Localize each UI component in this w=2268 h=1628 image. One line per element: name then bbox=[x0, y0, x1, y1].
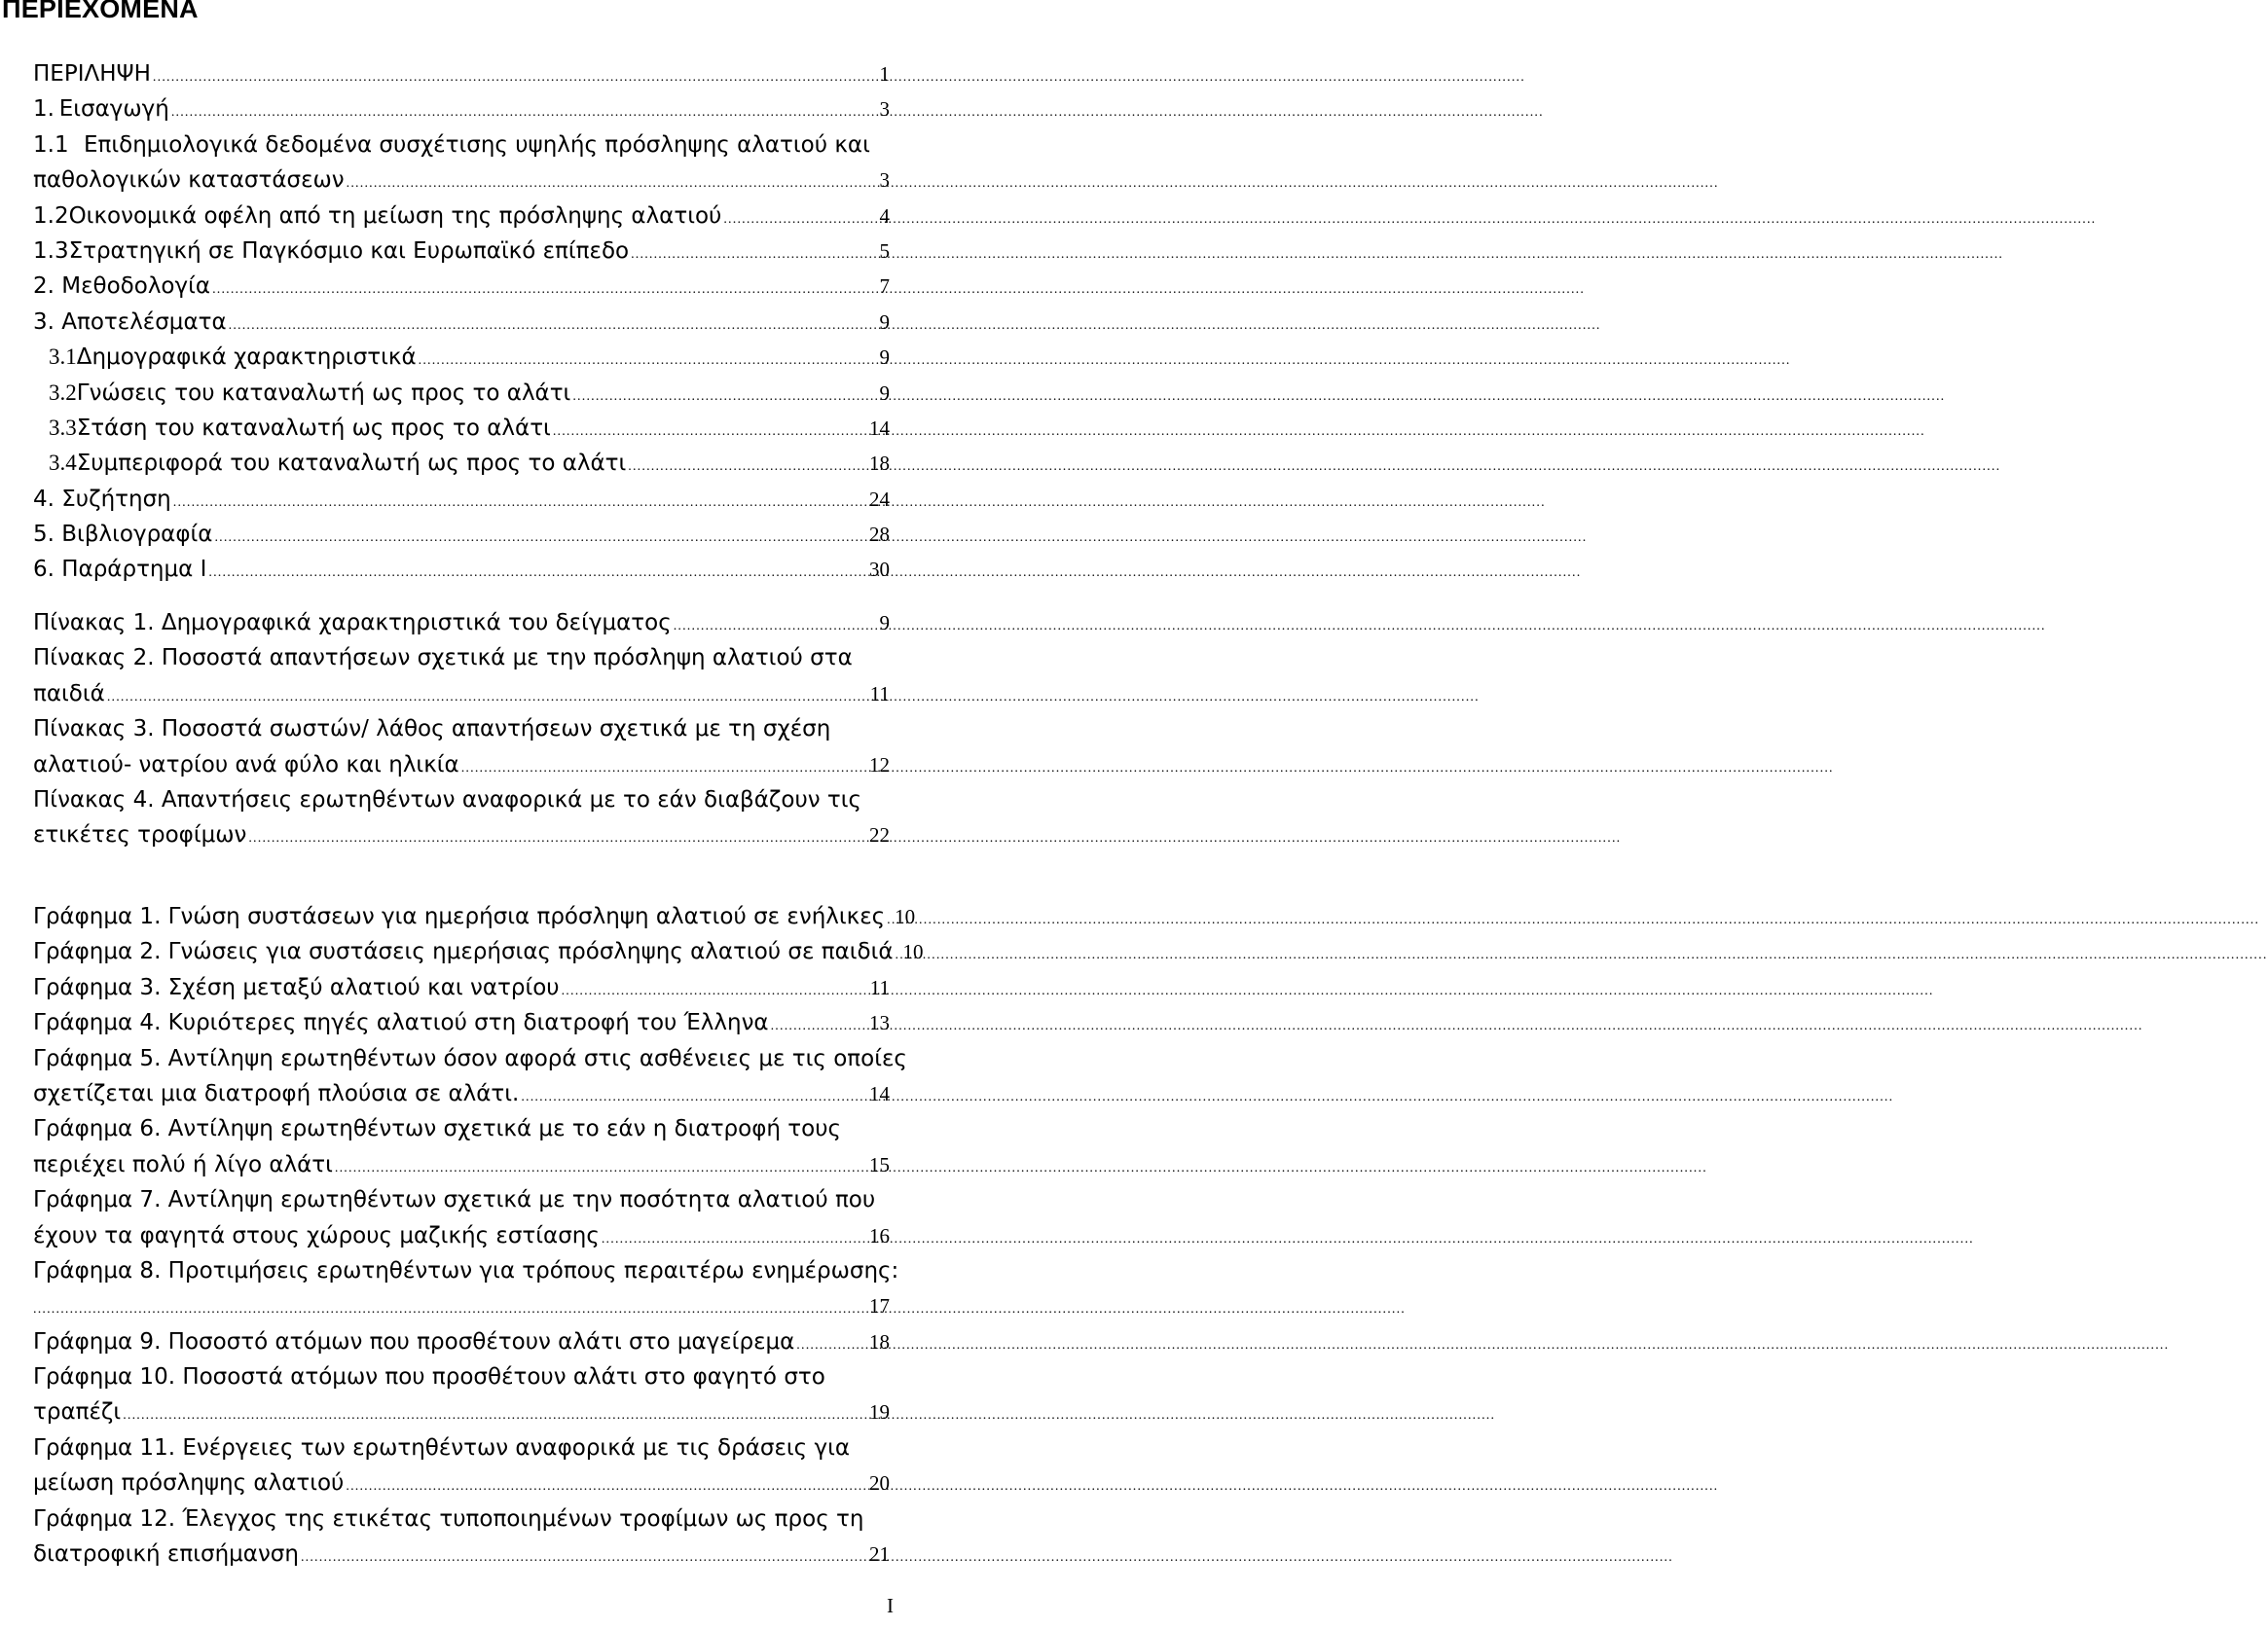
toc-entry-page: 18 bbox=[869, 452, 890, 476]
figure-entry-title: τραπέζι bbox=[33, 1399, 122, 1426]
toc-entry-number: 1.3 bbox=[33, 237, 69, 264]
toc-entry[interactable] bbox=[33, 482, 890, 517]
figure-entry-title: μείωση πρόσληψης αλατιού bbox=[33, 1470, 345, 1497]
dot-leader bbox=[229, 308, 876, 344]
dot-leader bbox=[631, 237, 875, 272]
toc-entry-title: παθολογικών καταστάσεων bbox=[33, 167, 345, 194]
figure-entry-page: 16 bbox=[869, 1223, 890, 1248]
dot-leader bbox=[214, 521, 865, 556]
figure-entry-wrapped-line[interactable] bbox=[33, 1359, 890, 1394]
page-title: ΠΕΡΙΕΧΟΜΕΝΑ bbox=[2, 0, 199, 23]
dot-leader bbox=[602, 1222, 865, 1257]
dot-leader bbox=[553, 415, 865, 450]
figure-entry-page: 15 bbox=[869, 1152, 890, 1176]
table-entry-wrapped-line[interactable] bbox=[33, 782, 890, 817]
figure-entry-title: Γράφημα 10. Ποσοστά ατόμων που προσθέτουν αλάτι στο φαγητό στο bbox=[33, 1364, 825, 1391]
figure-entry-title: Γράφημα 6. Αντίληψη ερωτηθέντων σχετικά με το εάν η διατροφή τους bbox=[33, 1116, 841, 1142]
table-entry-title: Πίνακας 3. Ποσοστά σωστών/ λάθος απαντήσεων σχετικά με τη σχέση bbox=[33, 716, 831, 742]
dot-leader bbox=[347, 166, 876, 201]
list-of-tables bbox=[33, 605, 890, 853]
toc-entry[interactable] bbox=[33, 199, 890, 234]
table-entry[interactable] bbox=[33, 817, 890, 852]
figure-entry-page: 10 bbox=[902, 940, 924, 964]
figure-entry-title: περιέχει πολύ ή λίγο αλάτι bbox=[33, 1151, 333, 1177]
toc-entry[interactable] bbox=[33, 376, 890, 411]
dot-leader bbox=[674, 609, 876, 644]
toc-entry-page: 9 bbox=[879, 345, 890, 370]
toc-entry-number: 1.2 bbox=[33, 202, 69, 229]
toc-entry-title: Εισαγωγή bbox=[58, 96, 169, 123]
figure-entry[interactable] bbox=[33, 1218, 890, 1253]
dot-leader bbox=[33, 1292, 865, 1327]
figure-entry-page: 14 bbox=[869, 1081, 890, 1105]
dot-leader bbox=[896, 938, 899, 973]
toc-entry-page: 4 bbox=[879, 203, 890, 228]
table-entry-wrapped-line[interactable] bbox=[33, 711, 890, 746]
figure-entry-page: 10 bbox=[895, 905, 916, 928]
dot-leader bbox=[248, 821, 865, 856]
dot-leader bbox=[123, 1398, 865, 1433]
toc-entry-page: 30 bbox=[869, 558, 890, 582]
toc-entry-number: 3.4 bbox=[49, 451, 77, 476]
figure-entry-title: Γράφημα 1. Γνώση συστάσεων για ημερήσια πρόσληψη αλατιού σε ενήλικες bbox=[33, 904, 886, 929]
toc-entry[interactable] bbox=[33, 517, 890, 552]
toc-entry-title: 2. Μεθοδολογία bbox=[33, 273, 211, 300]
dot-leader bbox=[562, 974, 866, 1009]
table-entry[interactable] bbox=[33, 747, 890, 782]
figure-entry-page: 20 bbox=[869, 1471, 890, 1496]
toc-entry[interactable] bbox=[33, 411, 890, 446]
toc-entry-title: Δημογραφικά χαρακτηριστικά bbox=[76, 344, 417, 371]
dot-leader bbox=[572, 380, 875, 415]
toc-entry[interactable] bbox=[33, 56, 890, 91]
table-entry-page: 9 bbox=[879, 611, 890, 634]
table-entry[interactable] bbox=[33, 605, 890, 640]
toc-entry[interactable] bbox=[33, 552, 890, 587]
figure-entry-wrapped-line[interactable] bbox=[33, 1111, 890, 1146]
figure-entry-page: 19 bbox=[869, 1400, 890, 1425]
figure-entry[interactable] bbox=[33, 1465, 890, 1501]
figure-entry[interactable] bbox=[33, 1005, 890, 1040]
figure-entry-title: Γράφημα 2. Γνώσεις για συστάσεις ημερήσιας πρόσληψης αλατιού σε παιδιά bbox=[33, 939, 894, 965]
table-entry-title: ετικέτες τροφίμων bbox=[33, 822, 247, 849]
figure-entry-wrapped-line[interactable] bbox=[33, 1041, 907, 1076]
toc-entry-title: Στάση του καταναλωτή ως προς το αλάτι bbox=[76, 415, 551, 441]
figure-entry[interactable] bbox=[33, 899, 916, 934]
toc-entry-title: ΠΕΡΙΛΗΨΗ bbox=[33, 61, 151, 87]
toc-entry-title: 3. Αποτελέσματα bbox=[33, 308, 227, 335]
toc-entry-title: Γνώσεις του καταναλωτή ως προς το αλάτι bbox=[76, 380, 571, 406]
figure-entry-page: 17 bbox=[869, 1294, 890, 1319]
page-number: I bbox=[887, 1594, 894, 1617]
toc-entry-page: 9 bbox=[879, 309, 890, 334]
toc-entry-page: 9 bbox=[879, 380, 890, 405]
toc-entry-page: 14 bbox=[869, 416, 890, 440]
toc-entry-number: 3.1 bbox=[49, 344, 77, 370]
dot-leader bbox=[887, 903, 891, 938]
figure-entry-wrapped-line[interactable] bbox=[33, 1501, 890, 1537]
figure-entry-page: 18 bbox=[869, 1329, 890, 1354]
figure-entry-page: 11 bbox=[869, 975, 890, 999]
toc-entry-title: 5. Βιβλιογραφία bbox=[33, 522, 213, 548]
figure-entry[interactable] bbox=[33, 934, 924, 969]
figure-entry[interactable] bbox=[33, 1288, 890, 1323]
toc-entry-wrapped-line[interactable] bbox=[33, 127, 890, 163]
toc-entry-page: 28 bbox=[869, 523, 890, 547]
table-entry-title: Πίνακας 4. Απαντήσεις ερωτηθέντων αναφορικά με το εάν διαβάζουν τις bbox=[33, 786, 862, 813]
figure-entry[interactable] bbox=[33, 1076, 890, 1111]
toc-entry-page: 3 bbox=[879, 97, 890, 122]
figure-entry-title: Γράφημα 8. Προτιμήσεις ερωτηθέντων για τρόπους περαιτέρω ενημέρωσης: bbox=[33, 1257, 899, 1284]
figure-entry-page: 21 bbox=[869, 1542, 890, 1567]
dot-leader bbox=[419, 344, 876, 379]
figure-entry-wrapped-line[interactable] bbox=[33, 1430, 890, 1465]
figure-entry[interactable] bbox=[33, 1147, 890, 1182]
table-entry-wrapped-line[interactable] bbox=[33, 640, 890, 675]
dot-leader bbox=[628, 450, 865, 485]
figure-entry[interactable] bbox=[33, 1394, 890, 1429]
dot-leader bbox=[153, 60, 876, 95]
figure-entry-title: Γράφημα 7. Αντίληψη ερωτηθέντων σχετικά με την ποσότητα αλατιού που bbox=[33, 1187, 876, 1213]
toc-entry-title: Επιδημιολογικά δεδομένα συσχέτισης υψηλής πρόσληψης αλατιού και bbox=[84, 131, 870, 158]
table-entry-page: 12 bbox=[869, 752, 890, 777]
dot-leader bbox=[796, 1328, 865, 1363]
table-entry-page: 11 bbox=[869, 681, 890, 705]
figure-entry-wrapped-line[interactable] bbox=[33, 1182, 890, 1217]
toc-entry-page: 7 bbox=[879, 274, 890, 299]
toc-entry-number: 3.2 bbox=[49, 380, 77, 405]
dot-leader bbox=[521, 1080, 865, 1115]
figure-entry[interactable] bbox=[33, 1537, 890, 1572]
figure-entry-page: 13 bbox=[869, 1011, 890, 1035]
toc-entry-page: 24 bbox=[869, 487, 890, 511]
dot-leader bbox=[171, 95, 876, 130]
table-entry-title: παιδιά bbox=[33, 680, 105, 706]
toc-entry[interactable] bbox=[33, 234, 890, 269]
dot-leader bbox=[212, 272, 875, 308]
toc-entry[interactable] bbox=[33, 269, 890, 304]
table-entry-page: 22 bbox=[869, 823, 890, 848]
figure-entry-title: Γράφημα 11. Ενέργειες των ερωτηθέντων αναφορικά με τις δράσεις για bbox=[33, 1434, 851, 1461]
toc-entry-title: 6. Παράρτημα Ι bbox=[33, 557, 207, 583]
toc-entry-number: 3.3 bbox=[49, 415, 77, 440]
figure-entry-title: έχουν τα φαγητά στους χώρους μαζικής εστίασης bbox=[33, 1222, 600, 1248]
list-of-figures bbox=[33, 899, 924, 1572]
table-entry-title: Πίνακας 2. Ποσοστά απαντήσεων σχετικά με την πρόσληψη αλατιού στα bbox=[33, 645, 853, 671]
toc-entry[interactable] bbox=[33, 446, 890, 481]
dot-leader bbox=[301, 1540, 865, 1575]
toc-entry-page: 3 bbox=[879, 168, 890, 193]
toc-entry[interactable] bbox=[33, 340, 890, 375]
figure-entry-title: Γράφημα 4. Κυριότερες πηγές αλατιού στη διατροφή του Έλληνα bbox=[33, 1010, 769, 1036]
toc-entry-number: 1.1 bbox=[33, 131, 69, 158]
figure-entry-title: Γράφημα 12. Έλεγχος της ετικέτας τυποποιημένων τροφίμων ως προς τη bbox=[33, 1505, 864, 1532]
dot-leader bbox=[723, 202, 875, 237]
toc-entry[interactable] bbox=[33, 163, 890, 198]
toc-entry-title: Στρατηγική σε Παγκόσμιο και Ευρωπαϊκό επίπεδο bbox=[68, 237, 630, 264]
toc-entry-number: 1. bbox=[33, 96, 55, 123]
toc-entry[interactable] bbox=[33, 91, 890, 127]
dot-leader bbox=[346, 1469, 865, 1504]
dot-leader bbox=[461, 751, 865, 786]
table-entry-title: αλατιού- νατρίου ανά φύλο και ηλικία bbox=[33, 751, 459, 778]
figure-entry-title: σχετίζεται μια διατροφή πλούσια σε αλάτι. bbox=[33, 1080, 520, 1106]
toc-entry-page: 5 bbox=[879, 238, 890, 263]
dot-leader bbox=[771, 1009, 865, 1044]
figure-entry-wrapped-line[interactable] bbox=[33, 1253, 899, 1288]
figure-entry[interactable] bbox=[33, 970, 890, 1005]
figure-entry[interactable] bbox=[33, 1324, 890, 1359]
figure-entry-title: διατροφική επισήμανση bbox=[33, 1541, 299, 1568]
figure-entry-title: Γράφημα 9. Ποσοστό ατόμων που προσθέτουν αλάτι στο μαγείρεμα bbox=[33, 1328, 795, 1355]
toc-entry-title: Οικονομικά οφέλη από τη μείωση της πρόσληψης αλατιού bbox=[68, 202, 722, 229]
toc-contents bbox=[33, 56, 890, 588]
dot-leader bbox=[173, 486, 865, 521]
toc-entry-title: Συμπεριφορά του καταναλωτή ως προς το αλάτι bbox=[76, 451, 627, 477]
dot-leader bbox=[107, 680, 866, 715]
toc-entry-page: 1 bbox=[879, 62, 890, 86]
toc-entry-title: 4. Συζήτηση bbox=[33, 486, 171, 512]
toc-entry[interactable] bbox=[33, 305, 890, 340]
figure-entry-title: Γράφημα 3. Σχέση μεταξύ αλατιού και νατρίου bbox=[33, 974, 560, 1000]
table-entry-title: Πίνακας 1. Δημογραφικά χαρακτηριστικά του δείγματος bbox=[33, 610, 672, 635]
dot-leader bbox=[335, 1151, 865, 1186]
table-entry[interactable] bbox=[33, 676, 890, 711]
figure-entry-title: Γράφημα 5. Αντίληψη ερωτηθέντων όσον αφορά στις ασθένειες με τις οποίες bbox=[33, 1045, 907, 1071]
dot-leader bbox=[208, 556, 865, 591]
